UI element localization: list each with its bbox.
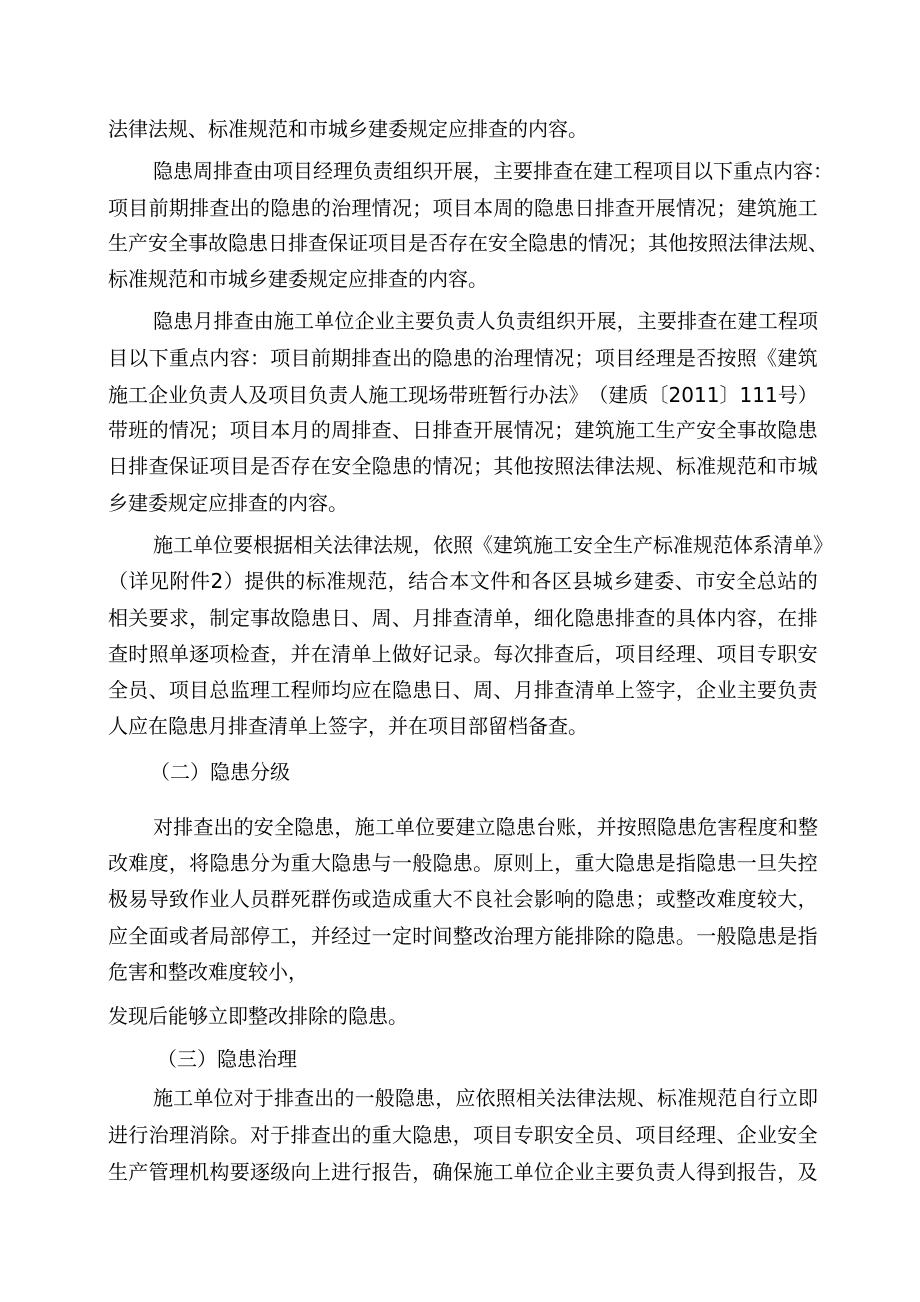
paragraph-line: （ 详 见 附 件 2 ） 提 供 的 标 准 规 范 ， 结 合 本 文 件 和 各 区 县 城 乡 建 委 、 市 安 全 总 站 的 <box>108 569 818 593</box>
paragraph-line: 标准规范和市城乡建委规定应排查的内容。 <box>108 267 488 291</box>
paragraph-line: 改 难 度 ， 将 隐 患 分 为 重 大 隐 患 与 一 般 隐 患 。 原 则 上 ， 重 大 隐 患 是 指 隐 患 一 旦 失 控 <box>108 851 818 875</box>
paragraph-line: 目 以 下 重 点 内 容 ： 项 目 前 期 排 查 出 的 隐 患 的 治 理 情 况 ； 项 目 经 理 是 否 按 照 《 建 筑 <box>108 346 818 370</box>
paragraph-line: 全 员 、 项 目 总 监 理 工 程 师 均 应 在 隐 患 日 、 周 、 月 排 查 清 单 上 签 字 ， 企 业 主 要 负 责 <box>108 678 818 702</box>
paragraph-line: 人应在隐患月排查清单上签字，并在项目部留档备查。 <box>108 714 588 738</box>
paragraph-line: 施 工 单 位 要 根 据 相 关 法 律 法 规 ， 依 照 《 建 筑 施 工 安 全 生 产 标 准 规 范 体 系 清 单 》 <box>153 533 833 557</box>
paragraph-line: 危害和整改难度较小， <box>108 960 308 984</box>
paragraph-line: 项 目 前 期 排 查 出 的 隐 患 的 治 理 情 况 ； 项 目 本 周 的 隐 患 日 排 查 开 展 情 况 ； 建 筑 施 工 <box>108 196 818 220</box>
paragraph-line: 生 产 安 全 事 故 隐 患 日 排 查 保 证 项 目 是 否 存 在 安 全 隐 患 的 情 况 ； 其 他 按 照 法 律 法 规 、 <box>108 231 828 255</box>
paragraph-line: 施 工 单 位 对 于 排 查 出 的 一 般 隐 患 ， 应 依 照 相 关 法 律 法 规 、 标 准 规 范 自 行 立 即 <box>153 1086 818 1110</box>
paragraph-line: 施 工 企 业 负 责 人 及 项 目 负 责 人 施 工 现 场 带 班 暂 行 办 法 》 （ 建 质 〔 2 0 1 1 〕 1 1 1 号 ） <box>108 383 818 407</box>
paragraph-line: 乡建委规定应排查的内容。 <box>108 491 348 515</box>
paragraph-line: 隐 患 周 排 查 由 项 目 经 理 负 责 组 织 开 展 ， 主 要 排 查 在 建 工 程 项 目 以 下 重 点 内 容 ： <box>153 159 833 183</box>
paragraph-line: 相 关 要 求 ， 制 定 事 故 隐 患 日 、 周 、 月 排 查 清 单 ， 细 化 隐 患 排 查 的 具 体 内 容 ， 在 排 <box>108 606 818 630</box>
paragraph-line: 对 排 查 出 的 安 全 隐 患 ， 施 工 单 位 要 建 立 隐 患 台 账 ， 并 按 照 隐 患 危 害 程 度 和 整 <box>153 815 818 839</box>
paragraph-line: 发现后能够立即整改排除的隐患。 <box>108 1004 408 1028</box>
paragraph-line: 应 全 面 或 者 局 部 停 工 ， 并 经 过 一 定 时 间 整 改 治 理 方 能 排 除 的 隐 患 。 一 般 隐 患 是 指 <box>108 924 818 948</box>
paragraph-line: 生 产 管 理 机 构 要 逐 级 向 上 进 行 报 告 ， 确 保 施 工 单 位 企 业 主 要 负 责 人 得 到 报 告 ， 及 <box>108 1160 818 1184</box>
section-heading: （二）隐患分级 <box>150 760 290 784</box>
paragraph-line: 进 行 治 理 消 除 。 对 于 排 查 出 的 重 大 隐 患 ， 项 目 专 职 安 全 员 、 项 目 经 理 、 企 业 安 全 <box>108 1123 818 1147</box>
paragraph-line: 法律法规、标准规范和市城乡建委规定应排查的内容。 <box>108 117 588 141</box>
section-heading: （三）隐患治理 <box>157 1047 297 1071</box>
paragraph-line: 极 易 导 致 作 业 人 员 群 死 群 伤 或 造 成 重 大 不 良 社 会 影 响 的 隐 患 ； 或 整 改 难 度 较 大 ， <box>108 887 818 911</box>
paragraph-line: 带 班 的 情 况 ； 项 目 本 月 的 周 排 查 、 日 排 查 开 展 情 况 ； 建 筑 施 工 生 产 安 全 事 故 隐 患 <box>108 418 818 442</box>
paragraph-line: 查 时 照 单 逐 项 检 查 ， 并 在 清 单 上 做 好 记 录 。 每 次 排 查 后 ， 项 目 经 理 、 项 目 专 职 安 <box>108 642 818 666</box>
paragraph-line: 日 排 查 保 证 项 目 是 否 存 在 安 全 隐 患 的 情 况 ； 其 他 按 照 法 律 法 规 、 标 准 规 范 和 市 城 <box>108 454 818 478</box>
paragraph-line: 隐 患 月 排 查 由 施 工 单 位 企 业 主 要 负 责 人 负 责 组 织 开 展 ， 主 要 排 查 在 建 工 程 项 <box>153 309 818 333</box>
